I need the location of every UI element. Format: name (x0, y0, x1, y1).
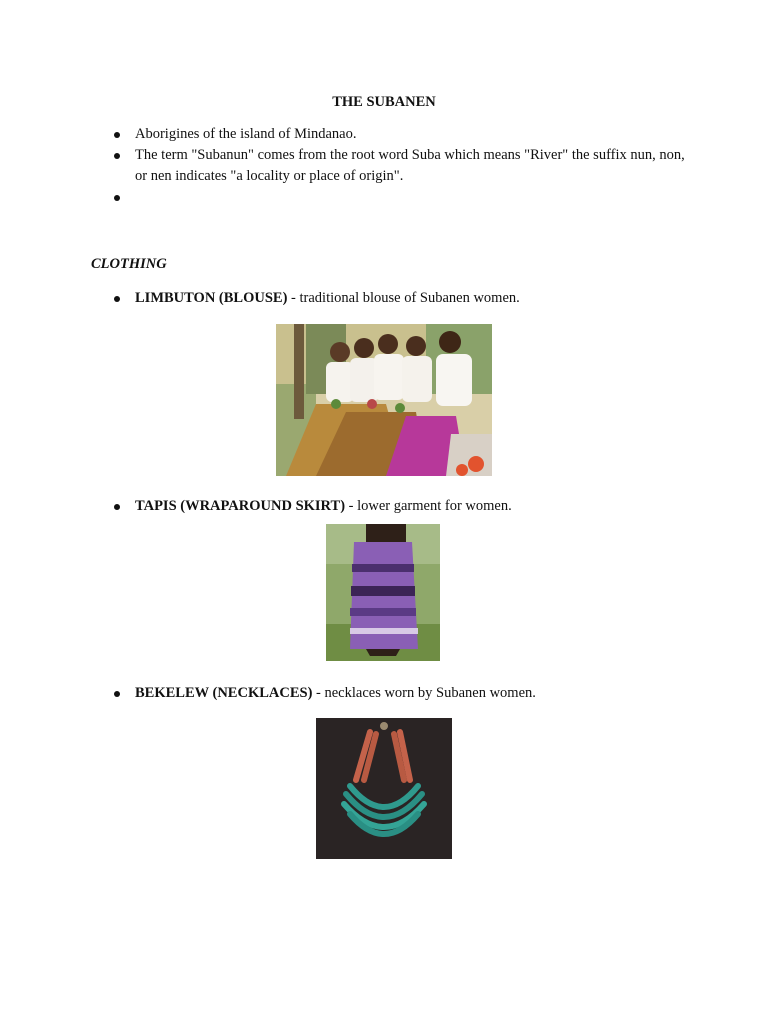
list-item (112, 124, 692, 145)
blouse-photo (276, 324, 492, 476)
bullet-icon (114, 195, 120, 201)
intro-list (112, 124, 692, 208)
necklace-photo (316, 718, 452, 859)
page-title: THE SUBANEN (332, 94, 436, 110)
list-item-text: Aborigines of the island of Mindanao. (135, 126, 357, 142)
list-item (112, 145, 692, 187)
skirt-photo (326, 524, 440, 661)
section-heading: CLOTHING (91, 256, 167, 272)
item-description: - traditional blouse of Subanen women. (287, 290, 520, 306)
bullet-icon (114, 691, 120, 697)
bullet-icon (114, 504, 120, 510)
list-item (112, 187, 692, 208)
item-description: - necklaces worn by Subanen women. (312, 685, 536, 701)
bullet-icon (114, 296, 120, 302)
item-description: - lower garment for women. (345, 498, 512, 514)
item-term: TAPIS (WRAPAROUND SKIRT) (135, 498, 346, 514)
list-item-text: The term "Subanun" comes from the root word Suba which means "River" the suffix nun, non, or nen indicates "a locality or place of origin". (135, 147, 685, 184)
bullet-icon (114, 153, 120, 159)
clothing-item-skirt (112, 496, 512, 517)
item-term: LIMBUTON (BLOUSE) (135, 290, 288, 306)
clothing-item-blouse (112, 288, 520, 309)
item-term: BEKELEW (NECKLACES) (135, 685, 313, 701)
clothing-item-necklaces (112, 683, 536, 704)
bullet-icon (114, 132, 120, 138)
